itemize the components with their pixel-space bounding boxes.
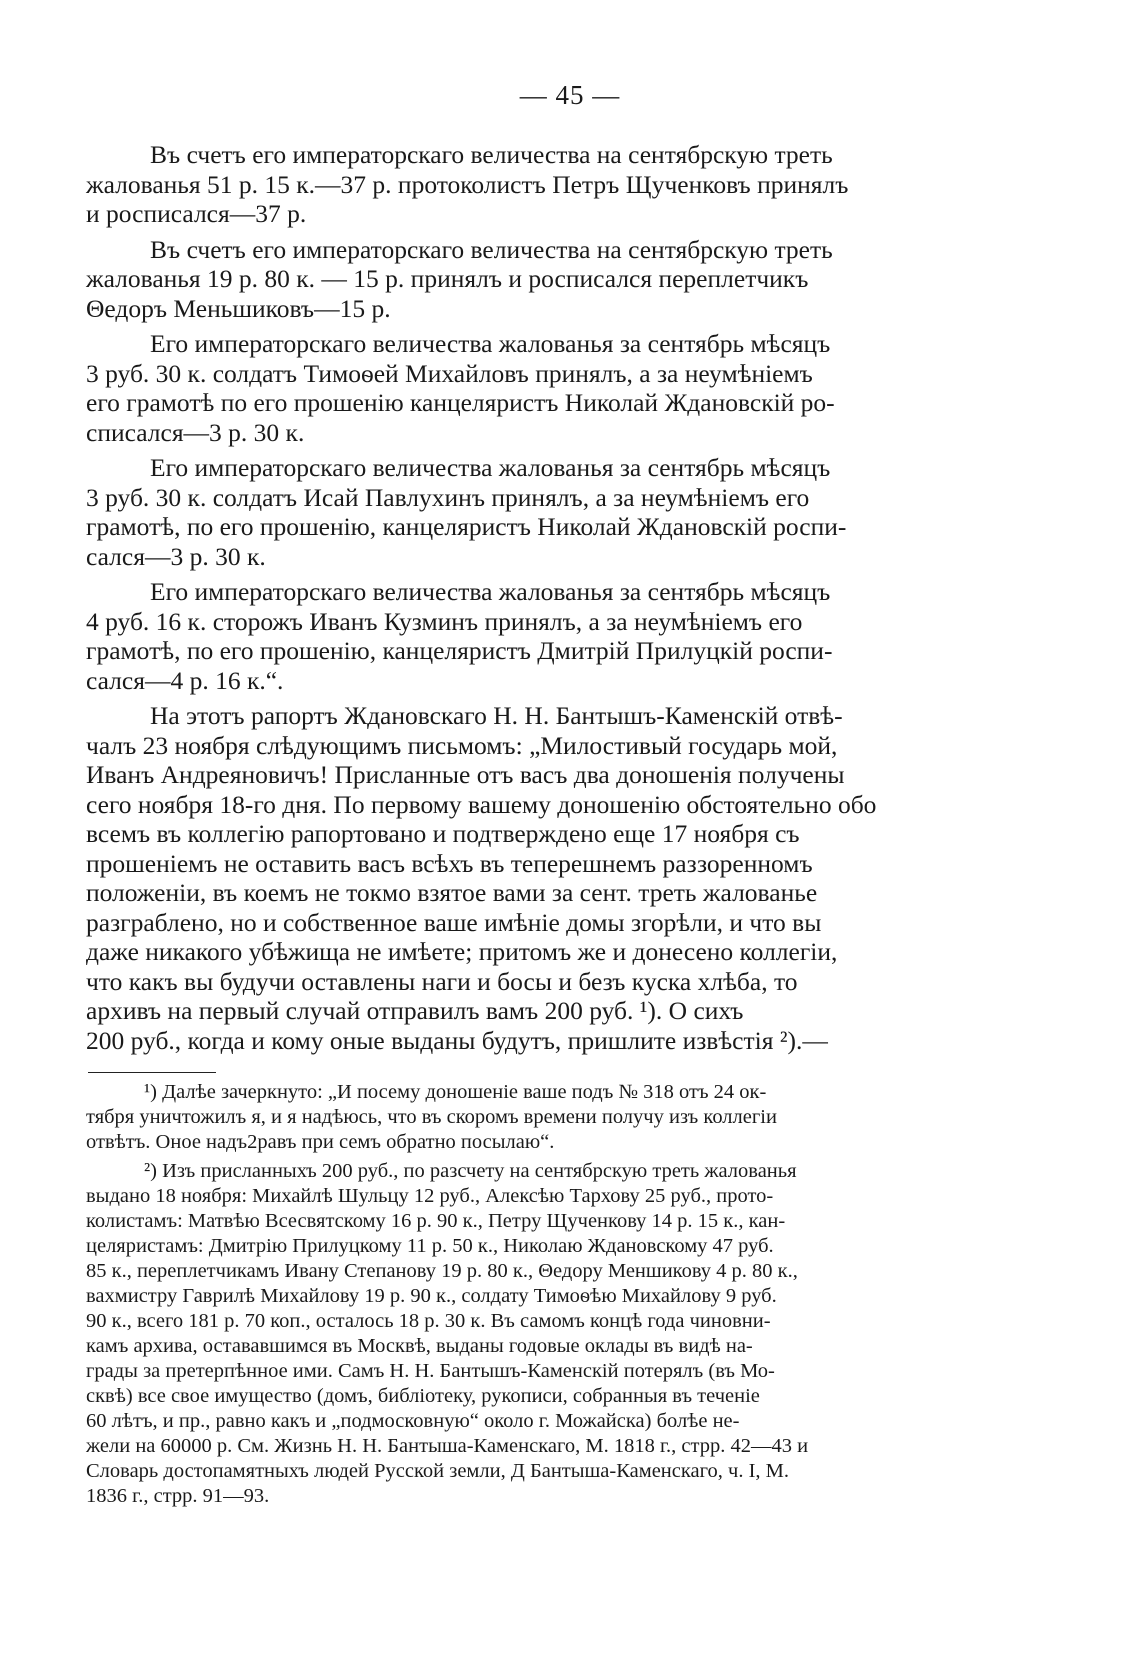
footnote-line: целяристамъ: Дмитрію Прилуцкому 11 р. 50 к., Николаю Ждановскому 47 руб.: [86, 1235, 774, 1257]
page-number: — 45 —: [519, 80, 621, 110]
text-line: сался—3 р. 30 к.: [86, 541, 266, 571]
main-text: [86, 140, 956, 1055]
paragraph-3: [86, 329, 956, 447]
text-line: Его императорскаго величества жалованья за сентябрь мѣсяцъ: [150, 577, 831, 606]
paragraph-6: [86, 701, 956, 1055]
footnote-line: Словарь достопамятныхъ людей Русской земли, Д Бантыша-Каменскаго, ч. I, М.: [86, 1460, 790, 1482]
text-line: разграблено, но и собственное ваше имѣніе домы згорѣли, и что вы: [86, 907, 822, 937]
footnote-line: 60 лѣтъ, и пр., равно какъ и „подмосковную“ около г. Можайска) болѣе не-: [86, 1410, 740, 1432]
footnote-line: 90 к., всего 181 р. 70 коп., осталось 18 р. 30 к. Въ самомъ концѣ года чиновни-: [86, 1310, 771, 1332]
footnote-line: ¹) Далѣе зачеркнуто: „И посему доношеніе ваше подъ № 318 отъ 24 ок-: [144, 1081, 767, 1103]
text-line: и росписался—37 р.: [86, 199, 307, 228]
text-line: Его императорскаго величества жалованья за сентябрь мѣсяцъ: [150, 453, 831, 482]
text-line: архивъ на первый случай отправилъ вамъ 200 руб. ¹). О сихъ: [86, 996, 744, 1025]
text-line: его грамотѣ по его прошенію канцеляристъ Николай Ждановскій ро-: [86, 388, 835, 417]
footnote-line: сквѣ) все свое имущество (домъ, библіотеку, рукописи, собранныя въ теченіе: [86, 1385, 760, 1407]
text-line: 200 руб., когда и кому оные выданы будутъ, пришлите извѣстія ²).—: [86, 1025, 828, 1055]
footnote-1: [86, 1080, 956, 1155]
text-line: всемъ въ коллегію рапортовано и подтверждено еще 17 ноября съ: [86, 819, 800, 848]
text-line: Въ счетъ его императорскаго величества на сентябрскую треть: [150, 234, 833, 264]
text-line: 3 руб. 30 к. солдатъ Исай Павлухинъ принялъ, а за неумѣніемъ его: [86, 482, 810, 512]
footnote-line: вахмистру Гаврилѣ Михайлову 19 р. 90 к., солдату Тимоѳѣю Михайлову 9 руб.: [86, 1285, 777, 1307]
footnote-line: ²) Изъ присланныхъ 200 руб., по разсчету на сентябрскую треть жалованья: [144, 1160, 797, 1182]
text-line: сался—4 р. 16 к.“.: [86, 665, 284, 695]
footnote-line: выдано 18 ноября: Михайлѣ Шульцу 12 руб., Алексѣю Тархову 25 руб., прото-: [86, 1185, 774, 1207]
footnote-line: колистамъ: Матвѣю Всесвятскому 16 р. 90 к., Петру Щученкову 14 р. 15 к., кан-: [86, 1210, 786, 1232]
footnotes: [86, 1080, 956, 1513]
text-line: положеніи, въ коемъ не токмо взятое вами за сент. треть жалованье: [86, 878, 818, 907]
text-line: жалованья 51 р. 15 к.—37 р. протоколистъ Петръ Щученковъ принялъ: [86, 169, 849, 199]
paragraph-5: [86, 577, 956, 695]
footnote-line: 85 к., переплетчикамъ Ивану Степанову 19 р. 80 к., Θедору Меншикову 4 р. 80 к.,: [86, 1260, 798, 1282]
text-line: чалъ 23 ноября слѣдующимъ письмомъ: „Милостивый государь мой,: [86, 730, 838, 760]
text-line: прошеніемъ не оставить васъ всѣхъ въ теперешнемъ раззоренномъ: [86, 848, 813, 878]
footnote-line: камъ архива, остававшимся въ Москвѣ, выданы годовые оклады въ видѣ на-: [86, 1335, 753, 1357]
paragraph-2: [86, 235, 956, 324]
text-line: Иванъ Андреяновичъ! Присланные отъ васъ два доношенія получены: [86, 760, 845, 789]
text-line: жалованья 19 р. 80 к. — 15 р. принялъ и росписался переплетчикъ: [86, 264, 809, 293]
text-line: списался—3 р. 30 к.: [86, 417, 305, 447]
text-line: Въ счетъ его императорскаго величества на сентябрскую треть: [150, 140, 833, 169]
footnote-line: грады за претерпѣнное ими. Самъ Н. Н. Бантышъ-Каменскій потерялъ (въ Мо-: [86, 1360, 775, 1382]
text-line: грамотѣ, по его прошенію, канцеляристъ Николай Ждановскій роспи-: [86, 512, 847, 541]
footnote-line: тября уничтожилъ я, и я надѣюсь, что въ скоромъ времени получу изъ коллегіи: [86, 1106, 777, 1128]
text-line: сего ноября 18-го дня. По первому вашему доношенію обстоятельно обо: [86, 789, 877, 819]
footnote-divider: [88, 1072, 216, 1073]
footnote-line: 1836 г., стрр. 91—93.: [86, 1485, 270, 1507]
footnote-line: отвѣтъ. Оное надъ2равъ при семъ обратно посылаю“.: [86, 1131, 555, 1153]
text-line: 4 руб. 16 к. сторожъ Иванъ Кузминъ принялъ, а за неумѣніемъ его: [86, 606, 803, 636]
paragraph-4: [86, 453, 956, 571]
text-line: Θедоръ Меньшиковъ—15 р.: [86, 293, 391, 323]
footnote-line: жели на 60000 р. См. Жизнь Н. Н. Бантыша-Каменскаго, М. 1818 г., стрр. 42—43 и: [86, 1435, 809, 1457]
text-line: что какъ вы будучи оставлены наги и босы и безъ куска хлѣба, то: [86, 966, 798, 996]
text-line: Его императорскаго величества жалованья за сентябрь мѣсяцъ: [150, 329, 831, 358]
text-line: 3 руб. 30 к. солдатъ Тимоѳей Михайловъ принялъ, а за неумѣніемъ: [86, 358, 813, 388]
text-line: даже никакого убѣжища не имѣете; притомъ же и донесено коллегіи,: [86, 937, 838, 966]
text-line: На этотъ рапортъ Ждановскаго Н. Н. Бантышъ-Каменскій отвѣ-: [150, 701, 843, 730]
footnote-2: [86, 1159, 956, 1509]
text-line: грамотѣ, по его прошенію, канцеляристъ Дмитрій Прилуцкій роспи-: [86, 636, 833, 665]
paragraph-1: [86, 140, 956, 229]
